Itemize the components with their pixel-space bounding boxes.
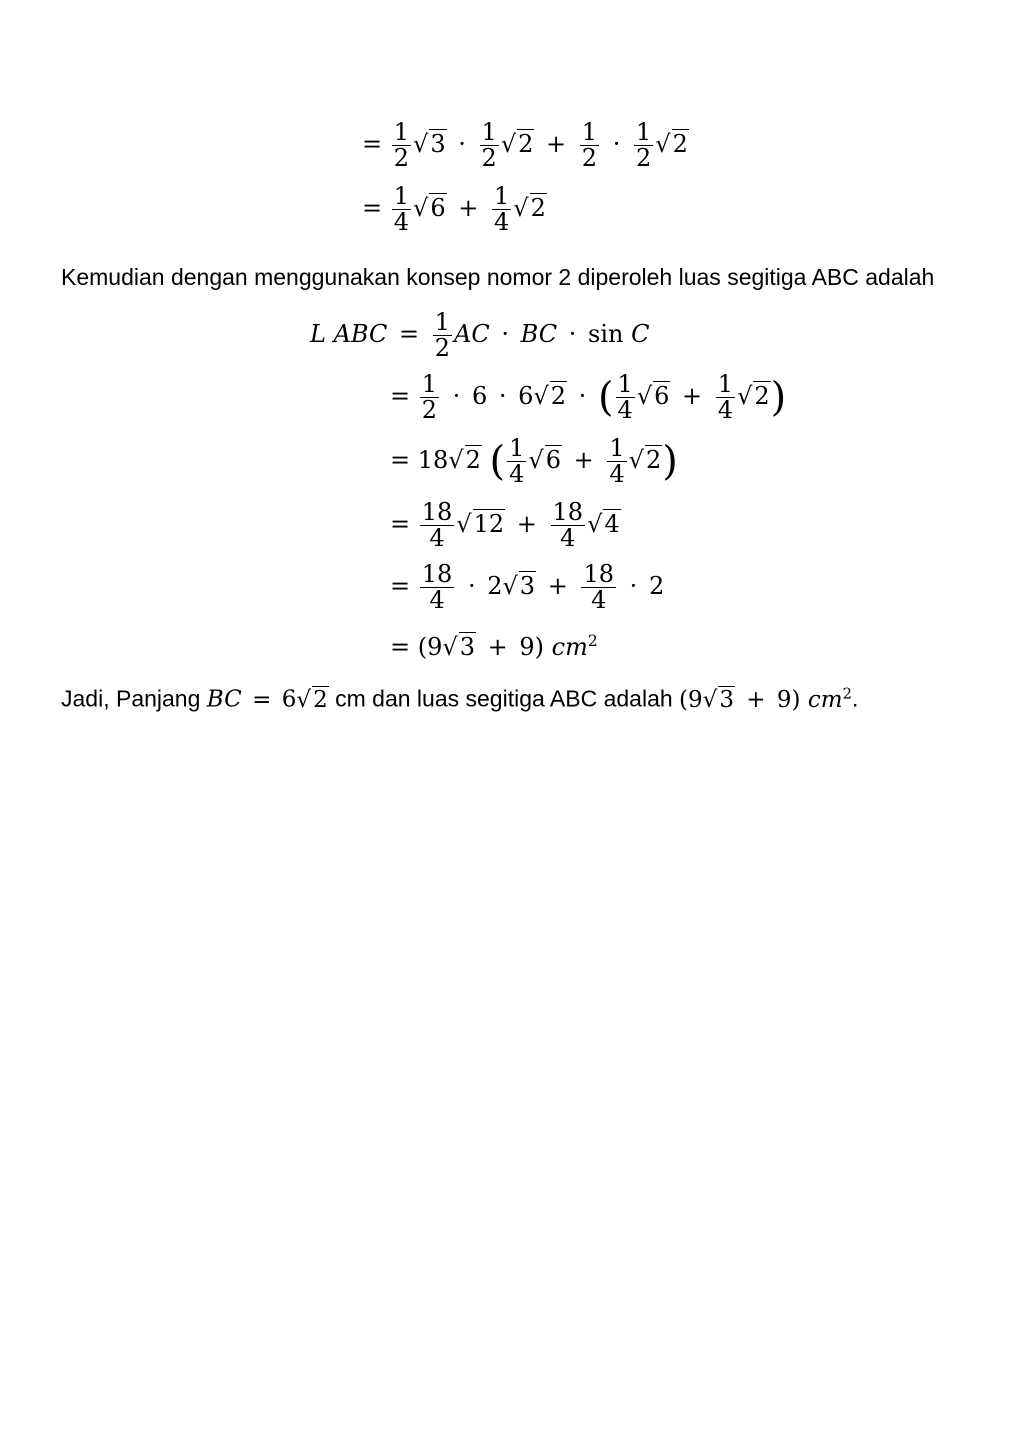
fraction: $\frac{1}{2}$: [635, 118, 652, 173]
equals-sign: =: [390, 446, 411, 475]
fraction: $\frac{1}{4}$: [494, 182, 510, 237]
equals-sign: =: [399, 320, 420, 349]
area-line-6: [390, 632, 598, 661]
dot-operator: ·: [568, 320, 577, 349]
square-root: √2: [448, 446, 481, 475]
dot-operator: ·: [629, 572, 638, 601]
number: 2: [487, 572, 503, 601]
dot-operator: ·: [498, 382, 507, 411]
fraction: $\frac{1}{4}$: [509, 434, 525, 489]
left-paren: (: [597, 374, 614, 421]
square-root: √3: [502, 572, 536, 601]
period: .: [852, 685, 859, 712]
fraction: $\frac{1}{4}$: [393, 182, 410, 237]
intro-paragraph: Kemudian dengan menggunakan konsep nomor 2 diperoleh luas segitiga ABC adalah: [61, 264, 935, 290]
square-root: √2: [533, 382, 567, 411]
square-root: √2: [296, 686, 328, 713]
equals-sign: =: [362, 130, 383, 159]
plus-sign: +: [458, 194, 479, 223]
math-line-2: [362, 184, 547, 235]
number: 2: [648, 572, 665, 601]
area-line-5: [390, 562, 664, 613]
plus-sign: +: [547, 572, 568, 601]
side-bc: BC: [520, 320, 558, 349]
area-symbol: L: [310, 320, 326, 349]
left-paren: (: [417, 633, 428, 661]
area-line-3: [390, 436, 678, 487]
right-paren: ): [770, 374, 787, 421]
square-root: √3: [442, 633, 475, 661]
unit-cm: cm: [551, 633, 588, 661]
fraction: $\frac{1}{4}$: [617, 370, 633, 425]
area-line-4: [390, 500, 621, 551]
equals-sign: =: [390, 510, 411, 539]
conclusion-text: cm dan luas segitiga ABC adalah: [328, 685, 680, 712]
equals-sign: =: [390, 572, 411, 601]
square-root: √2: [655, 130, 688, 159]
equals-sign: =: [252, 686, 272, 713]
fraction: $\frac{1}{4}$: [609, 434, 625, 489]
triangle-name: ABC: [333, 320, 388, 349]
number: 9: [427, 633, 443, 661]
equals-sign: =: [390, 633, 411, 661]
sine-function: sin: [588, 320, 624, 349]
plus-sign: +: [546, 130, 567, 159]
area-line-1: [310, 310, 650, 361]
equals-sign: =: [362, 194, 383, 223]
fraction: $\frac{1}{2}$: [421, 370, 438, 425]
square-root: √4: [587, 510, 620, 539]
square-root: √12: [456, 510, 505, 539]
right-paren: ): [534, 633, 545, 661]
math-line-1: [362, 120, 689, 171]
number: 6: [471, 382, 488, 411]
fraction: $\frac{18}{4}$: [421, 560, 453, 615]
dot-operator: ·: [612, 130, 621, 159]
right-paren: ): [662, 438, 678, 485]
number: 18: [417, 446, 449, 475]
side-ac: AC: [454, 320, 490, 349]
fraction: $\frac{18}{4}$: [552, 498, 584, 553]
number: 6: [518, 382, 534, 411]
fraction: $\frac{18}{4}$: [421, 498, 453, 553]
square-root: √3: [413, 130, 446, 159]
exponent: 2: [587, 632, 598, 650]
number: 9: [519, 633, 535, 661]
square-root: √2: [513, 194, 546, 223]
side-bc: BC: [206, 686, 242, 713]
square-root: √6: [528, 446, 561, 475]
fraction: $\frac{18}{4}$: [583, 560, 615, 615]
dot-operator: ·: [578, 382, 587, 411]
square-root: √2: [628, 446, 662, 475]
plus-sign: +: [682, 382, 703, 411]
number: 6: [281, 686, 297, 713]
angle-c: C: [631, 320, 650, 349]
square-root: √6: [413, 194, 446, 223]
plus-sign: +: [516, 510, 537, 539]
fraction: $\frac{1}{2}$: [481, 118, 497, 173]
fraction: $\frac{1}{2}$: [393, 118, 410, 173]
dot-operator: ·: [467, 572, 476, 601]
square-root: √2: [500, 130, 534, 159]
fraction: $\frac{1}{2}$: [581, 118, 598, 173]
square-root: √2: [737, 382, 770, 411]
equals-sign: =: [390, 382, 411, 411]
plus-sign: +: [487, 633, 508, 661]
square-root: √6: [636, 382, 670, 411]
conclusion-text: Jadi, Panjang: [61, 685, 207, 712]
area-result: (9√3 + 9) $cm^2$: [679, 684, 853, 713]
fraction: $\frac{1}{2}$: [434, 308, 451, 363]
left-paren: (: [489, 438, 506, 485]
plus-sign: +: [573, 446, 594, 475]
dot-operator: ·: [452, 382, 461, 411]
fraction: $\frac{1}{4}$: [717, 370, 734, 425]
area-line-2: [390, 372, 786, 423]
dot-operator: ·: [458, 130, 466, 159]
dot-operator: ·: [501, 320, 510, 349]
conclusion-paragraph: [61, 684, 858, 713]
